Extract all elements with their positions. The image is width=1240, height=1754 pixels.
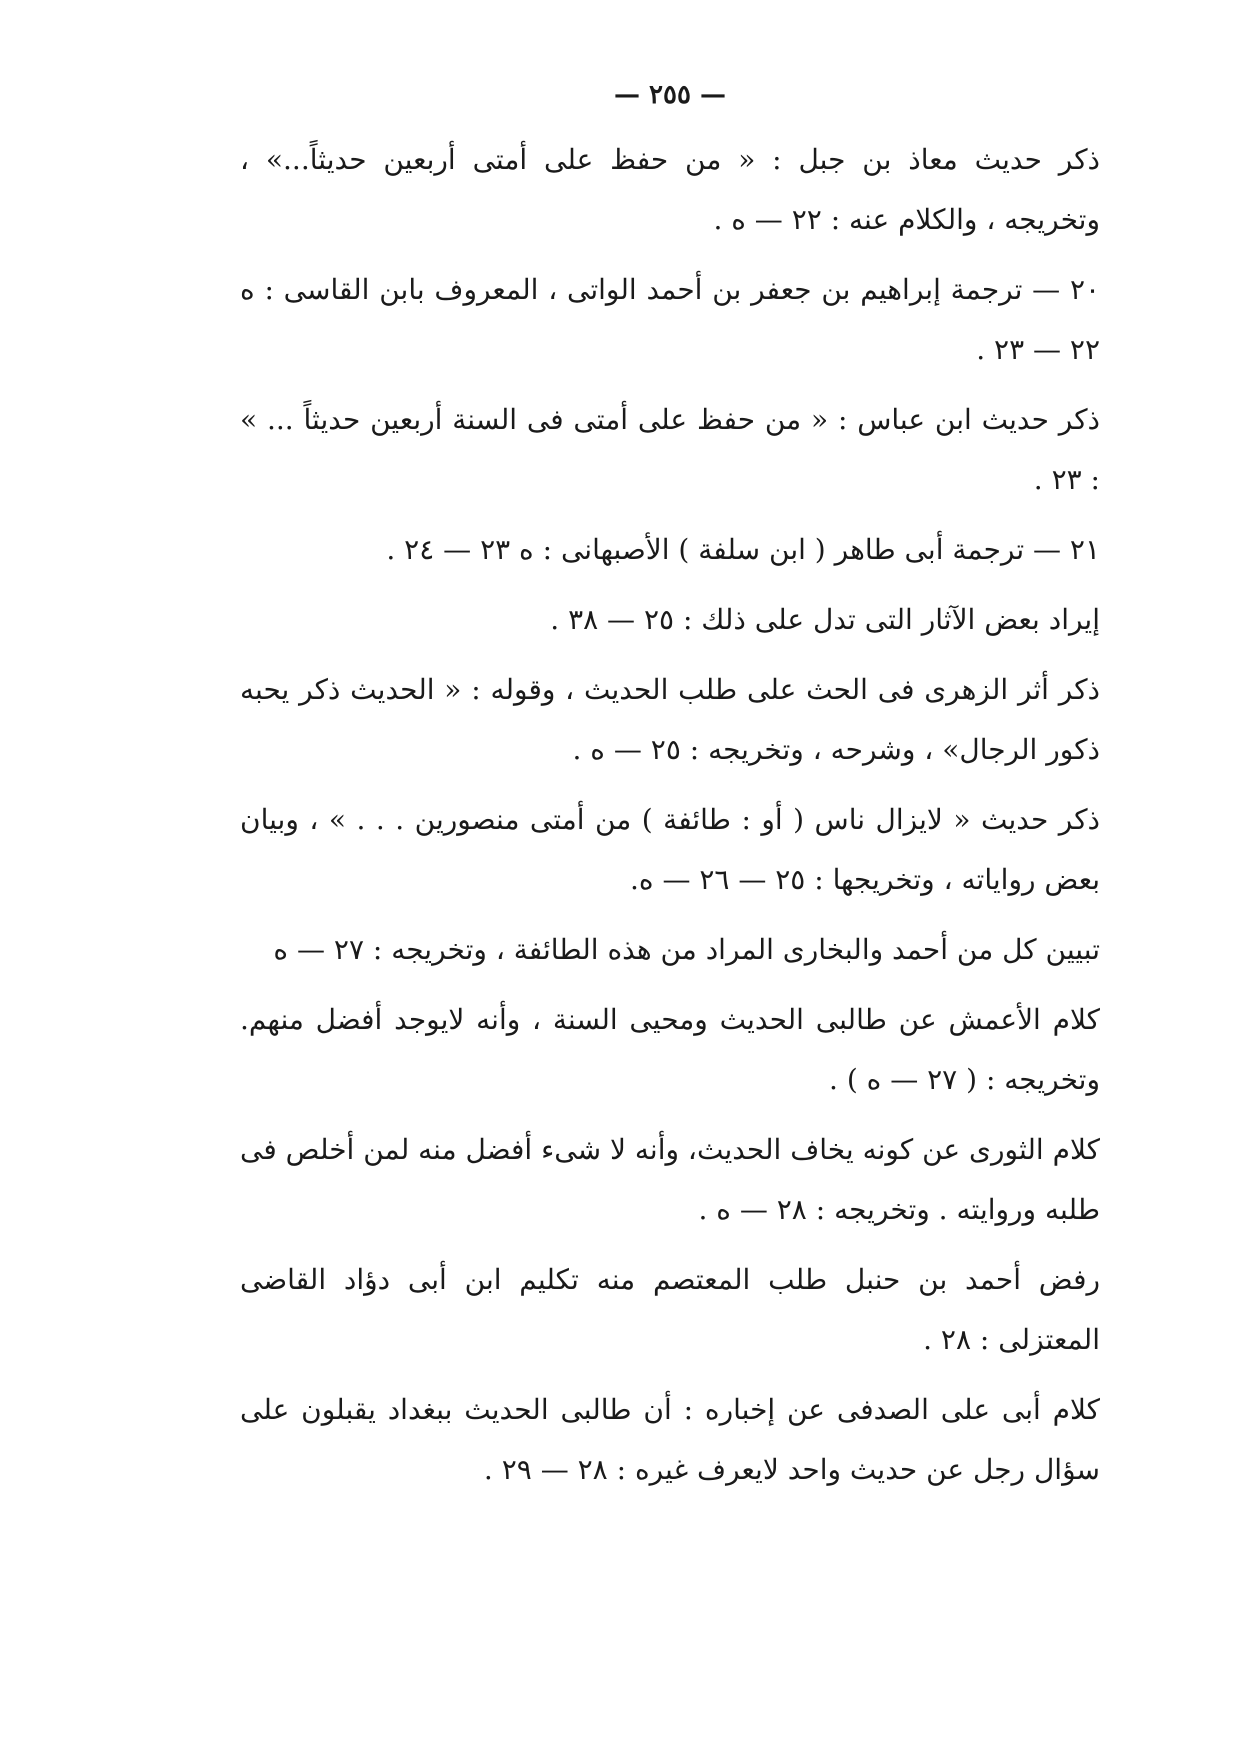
index-entry: كلام أبى على الصدفى عن إخباره : أن طالبى الحديث ببغداد يقبلون على سؤال رجل عن حديث واحد لايعرف غيره : ٢٨ — ٢٩ . [240,1393,1100,1486]
index-entry: إيراد بعض الآثار التى تدل على ذلك : ٢٥ — ٣٨ . [550,603,1100,636]
index-entry: ذكر حديث « لايزال ناس ( أو : طائفة ) من أمتى منصورين . . . » ، وبيان بعض رواياته ، وتخريجها : ٢٥ — ٢٦ — ه. [240,803,1100,896]
index-entry: كلام الثورى عن كونه يخاف الحديث، وأنه لا شىء أفضل منه لمن أخلص فى طلبه وروايته . وتخريجه : ٢٨ — ه . [240,1133,1100,1226]
index-entry: ذكر حديث ابن عباس : « من حفظ على أمتى فى السنة أربعين حديثاً ... » : ٢٣ . [240,403,1100,496]
page-number: — ٢٥٥ — [613,80,727,110]
index-entry: ذكر حديث معاذ بن جبل : « من حفظ على أمتى أربعين حديثاً...» ، وتخريجه ، والكلام عنه : ٢٢ — ه . [240,143,1100,236]
index-entry: كلام الأعمش عن طالبى الحديث ومحيى السنة ، وأنه لايوجد أفضل منهم. وتخريجه : ( ٢٧ — ه ) . [240,1003,1100,1096]
index-entry: ٢١ — ترجمة أبى طاهر ( ابن سلفة ) الأصبهانى : ه ٢٣ — ٢٤ . [386,533,1100,566]
document-page [240,60,1100,1700]
index-entry: رفض أحمد بن حنبل طلب المعتصم منه تكليم ابن أبى دؤاد القاضى المعتزلى : ٢٨ . [240,1263,1100,1356]
index-entry: ٢٠ — ترجمة إبراهيم بن جعفر بن أحمد الواتى ، المعروف بابن القاسى : ه ٢٢ — ٢٣ . [240,273,1101,366]
index-entry: ذكر أثر الزهرى فى الحث على طلب الحديث ، وقوله : « الحديث ذكر يحبه ذكور الرجال» ، وشرحه ، وتخريجه : ٢٥ — ه . [240,673,1100,766]
index-entry: تبيين كل من أحمد والبخارى المراد من هذه الطائفة ، وتخريجه : ٢٧ — ه [273,933,1100,966]
index-entries [240,130,1100,1500]
